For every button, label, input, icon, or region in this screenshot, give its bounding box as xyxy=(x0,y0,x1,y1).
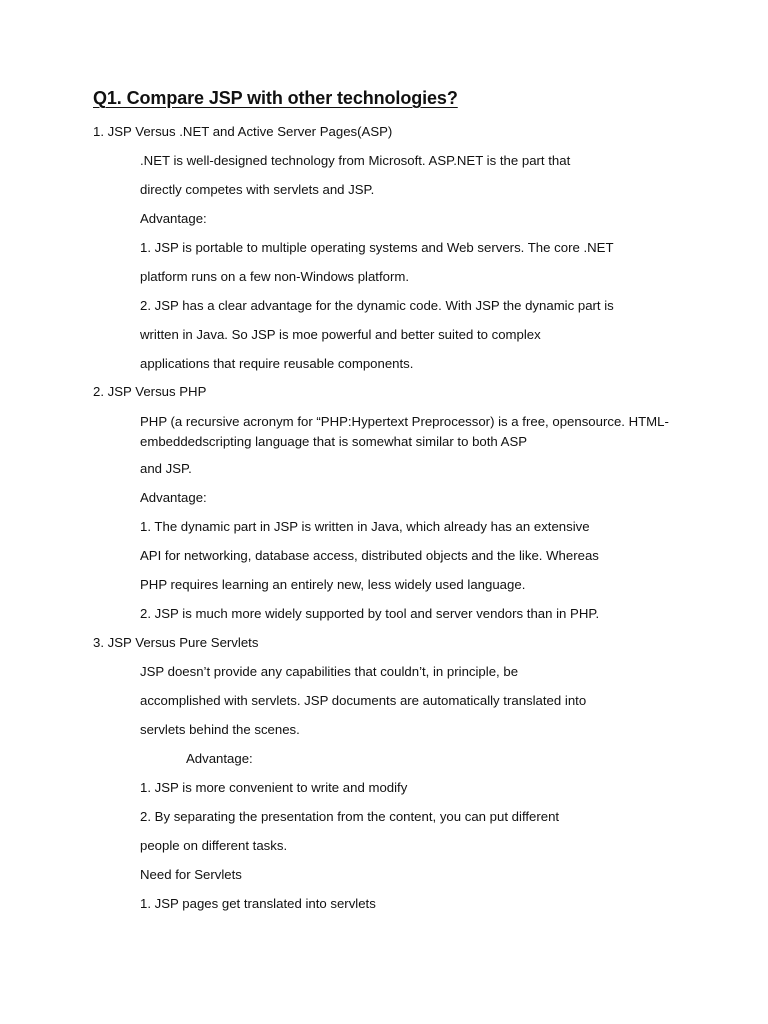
page-title: Q1. Compare JSP with other technologies? xyxy=(93,88,458,108)
section-heading: 3. JSP Versus Pure Servlets xyxy=(93,635,259,650)
paragraph-line: JSP doesn’t provide any capabilities that couldn’t, in principle, be xyxy=(140,664,519,679)
paragraph-line: 1. The dynamic part in JSP is written in Java, which already has an extensive xyxy=(140,519,590,534)
paragraph-line: applications that require reusable components. xyxy=(140,356,414,371)
paragraph-line: directly competes with servlets and JSP. xyxy=(140,182,375,197)
paragraph-line: 2. By separating the presentation from the content, you can put different xyxy=(140,809,560,824)
paragraph-line: accomplished with servlets. JSP documents are automatically translated into xyxy=(140,693,587,708)
paragraph-line: PHP (a recursive acronym for “PHP:Hypertext Preprocessor) is a free, opensource. HTML-embeddedscripting language that is somewhat similar to both ASP xyxy=(140,414,669,449)
paragraph-line: written in Java. So JSP is moe powerful and better suited to complex xyxy=(140,327,541,342)
paragraph-line: API for networking, database access, distributed objects and the like. Whereas xyxy=(140,548,599,563)
paragraph-line: platform runs on a few non-Windows platform. xyxy=(140,269,409,284)
advantage-label: Advantage: xyxy=(140,211,207,226)
paragraph-line: 2. JSP has a clear advantage for the dynamic code. With JSP the dynamic part is xyxy=(140,298,614,313)
paragraph-line: PHP requires learning an entirely new, less widely used language. xyxy=(140,577,526,592)
section-heading: 2. JSP Versus PHP xyxy=(93,384,207,399)
paragraph-line: people on different tasks. xyxy=(140,838,288,853)
paragraph-line: 1. JSP is portable to multiple operating systems and Web servers. The core .NET xyxy=(140,240,614,255)
advantage-label: Advantage: xyxy=(186,751,253,766)
paragraph-line: servlets behind the scenes. xyxy=(140,722,300,737)
paragraph-line: 2. JSP is much more widely supported by tool and server vendors than in PHP. xyxy=(140,606,600,621)
section-heading: 1. JSP Versus .NET and Active Server Pages(ASP) xyxy=(93,124,393,139)
paragraph-line: 1. JSP is more convenient to write and modify xyxy=(140,780,408,795)
subheading-label: Need for Servlets xyxy=(140,867,242,882)
advantage-label: Advantage: xyxy=(140,490,207,505)
paragraph-line: 1. JSP pages get translated into servlets xyxy=(140,896,376,911)
paragraph-line: and JSP. xyxy=(140,461,192,476)
paragraph-line: .NET is well-designed technology from Microsoft. ASP.NET is the part that xyxy=(140,153,571,168)
